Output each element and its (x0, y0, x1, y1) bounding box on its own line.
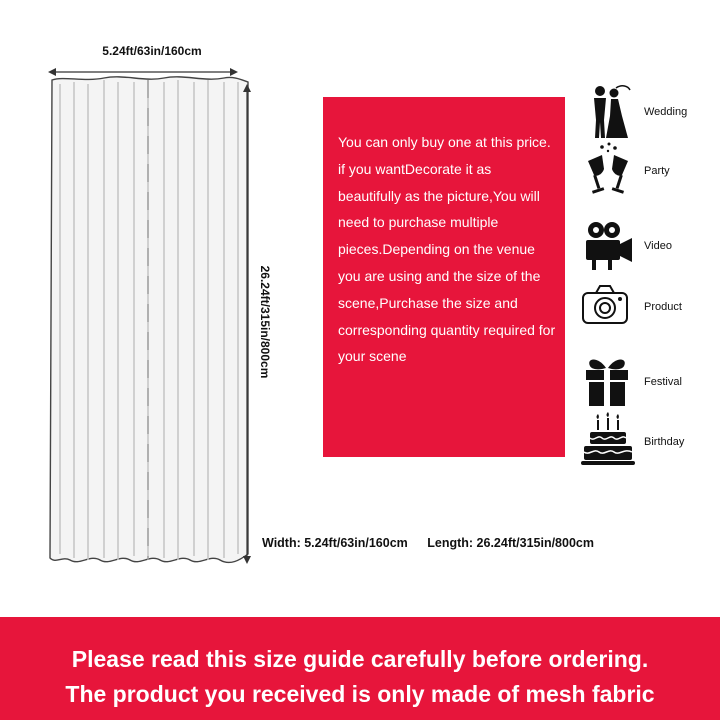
occasion-video (578, 216, 718, 276)
banner-line-2: The product you received is only made of mesh fabric (65, 681, 655, 707)
occasion-label: Product (644, 301, 682, 313)
wedding-couple-icon (578, 82, 638, 142)
birthday-cake-icon (578, 412, 638, 472)
length-dimension-label: 26.24ft/315in/800cm (258, 265, 272, 379)
length-dimension-arrow (240, 84, 254, 564)
size-spec-line (262, 536, 594, 550)
width-dimension-label: 5.24ft/63in/160cm (102, 44, 202, 58)
purchase-notice-box (323, 97, 565, 457)
occasion-label: Party (644, 165, 670, 177)
video-camera-icon (578, 216, 638, 276)
purchase-notice-text: You can only buy one at this price. if you wantDecorate it as beautifully as the picture,You will need to purchase multiple pieces.Depending on the venue you are using and the size of the scene,Purchase the size and corresponding quantity required for your scene (338, 134, 556, 365)
width-spec: Width: 5.24ft/63in/160cm (262, 536, 408, 550)
occasion-wedding (578, 82, 718, 142)
warning-banner (0, 617, 720, 720)
occasion-festival (578, 352, 718, 412)
occasion-label: Birthday (644, 436, 685, 448)
photo-camera-icon (578, 277, 638, 337)
occasion-birthday (578, 412, 718, 472)
occasion-label: Wedding (644, 106, 688, 118)
occasion-party (578, 141, 718, 201)
gift-box-icon (578, 352, 638, 412)
occasion-label: Video (644, 240, 672, 252)
banner-line-1: Please read this size guide carefully before ordering. (71, 646, 649, 672)
curtain-illustration (44, 74, 250, 574)
champagne-glasses-icon (578, 141, 638, 201)
length-spec: Length: 26.24ft/315in/800cm (427, 536, 594, 550)
occasion-label: Festival (644, 376, 682, 388)
occasion-product (578, 277, 718, 337)
length-dimension-label-wrap (258, 92, 272, 552)
